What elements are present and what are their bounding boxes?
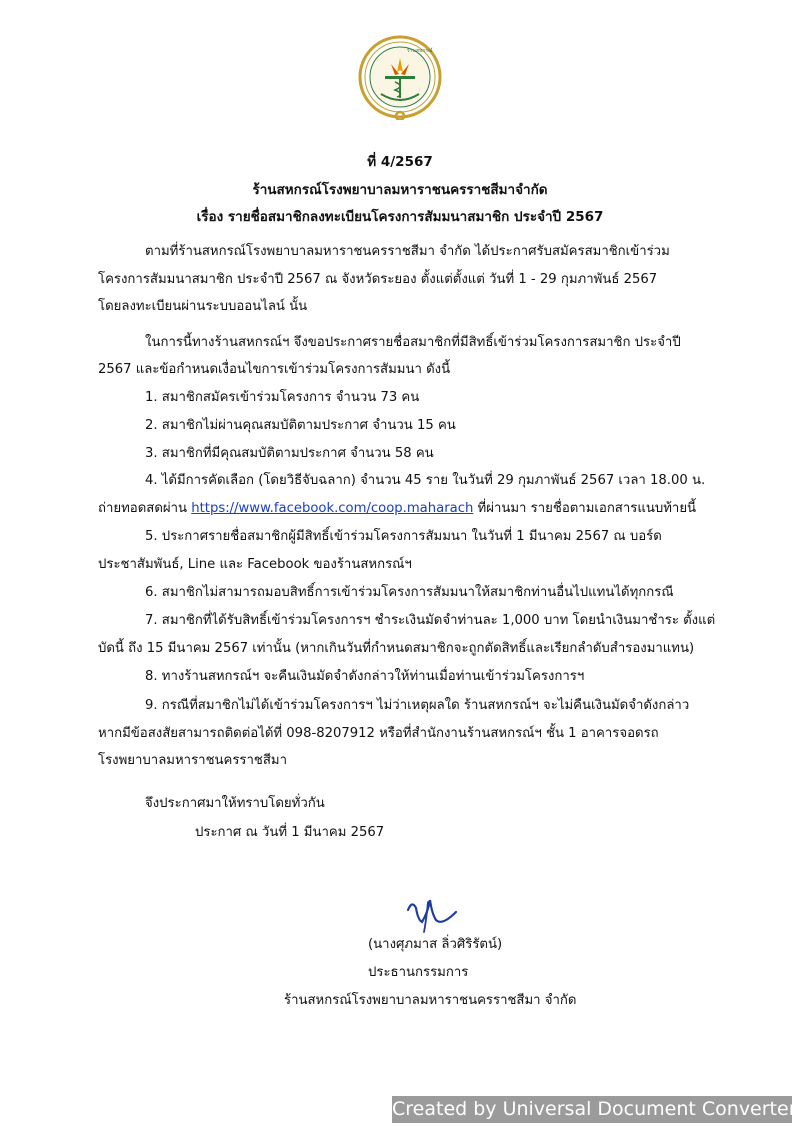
livestream-label: ถ่ายทอดสดผ่าน [98, 501, 192, 516]
list-item-5-line-2: ประชาสัมพันธ์, Line และ Facebook ของร้านสหกรณ์ฯ [98, 557, 412, 572]
list-item-8: 8. ทางร้านสหกรณ์ฯ จะคืนเงินมัดจำดังกล่าวให้ท่านเมื่อท่านเข้าร่วมโครงการฯ [145, 669, 585, 684]
closing-statement: จึงประกาศมาให้ทราบโดยทั่วกัน [145, 796, 325, 811]
list-item-1: 1. สมาชิกสมัครเข้าร่วมโครงการ จำนวน 73 คน [145, 390, 420, 405]
facebook-link[interactable]: https://www.facebook.com/coop.maharach [191, 501, 474, 516]
list-item-3: 3. สมาชิกที่มีคุณสมบัติตามประกาศ จำนวน 58 คน [145, 446, 434, 461]
paragraph-1-line-2: โครงการสัมมนาสมาชิก ประจำปี 2567 ณ จังหวัดระยอง ตั้งแต่ตั้งแต่ วันที่ 1 - 29 กุมภาพันธ์ 2567 [98, 272, 658, 287]
list-item-5-line-1: 5. ประกาศรายชื่อสมาชิกผู้มีสิทธิ์เข้าร่วมโครงการสัมมนา ในวันที่ 1 มีนาคม 2567 ณ บอร์ด [145, 529, 662, 544]
list-item-2: 2. สมาชิกไม่ผ่านคุณสมบัติตามประกาศ จำนวน 15 คน [145, 418, 456, 433]
signatory-position: ประธานกรรมการ [368, 965, 469, 980]
paragraph-1-line-3: โดยลงทะเบียนผ่านระบบออนไลน์ นั้น [98, 299, 308, 314]
list-item-9-line-3: โรงพยาบาลมหาราชนครราชสีมา [98, 753, 288, 768]
attachment-note: ที่ผ่านมา รายชื่อตามเอกสารแนบท้ายนี้ [473, 501, 697, 516]
list-item-9-line-1: 9. กรณีที่สมาชิกไม่ได้เข้าร่วมโครงการฯ ไม่ว่าเหตุผลใด ร้านสหกรณ์ฯ จะไม่คืนเงินมัดจำดังกล่าว [145, 698, 690, 713]
converter-watermark: Created by Universal Document Converter [392, 1096, 792, 1123]
handwritten-signature-icon [402, 892, 460, 934]
logo-text: ร้านสหกรณ์ [407, 48, 433, 54]
coop-seal-icon [357, 34, 443, 120]
list-item-4-line-1: 4. ได้มีการคัดเลือก (โดยวิธีจับฉลาก) จำนวน 45 ราย ในวันที่ 29 กุมภาพันธ์ 2567 เวลา 18.00 น. [145, 473, 706, 488]
signatory-organization: ร้านสหกรณ์โรงพยาบาลมหาราชนครราชสีมา จำกัด [284, 993, 577, 1008]
announcement-date: ประกาศ ณ วันที่ 1 มีนาคม 2567 [195, 825, 385, 840]
list-item-7-line-2: บัดนี้ ถึง 15 มีนาคม 2567 เท่านั้น (หากเกินวันที่กำหนดสมาชิกจะถูกตัดสิทธิ์และเรียกลำดับสำรองมาแทน) [98, 641, 695, 656]
list-item-7-line-1: 7. สมาชิกที่ได้รับสิทธิ์เข้าร่วมโครงการฯ ชำระเงินมัดจำท่านละ 1,000 บาท โดยนำเงินมาชำระ ตั้งแต่ [145, 613, 716, 628]
organization-title: ร้านสหกรณ์โรงพยาบาลมหาราชนครราชสีมาจำกัด [252, 182, 548, 198]
list-item-4-line-2 [98, 501, 696, 517]
document-number: ที่ 4/2567 [367, 154, 433, 170]
signatory-name: (นางศุภมาส ลิ่วศิริรัตน์) [368, 937, 503, 952]
list-item-9-line-2: หากมีข้อสงสัยสามารถติดต่อได้ที่ 098-8207912 หรือที่สำนักงานร้านสหกรณ์ฯ ชั้น 1 อาคารจอดรถ [98, 726, 659, 741]
paragraph-2-line-2: 2567 และข้อกำหนดเงื่อนไขการเข้าร่วมโครงการสัมมนา ดังนี้ [98, 362, 451, 377]
subject-line: เรื่อง รายชื่อสมาชิกลงทะเบียนโครงการสัมมนาสมาชิก ประจำปี 2567 [196, 209, 604, 225]
paragraph-2-line-1: ในการนี้ทางร้านสหกรณ์ฯ จึงขอประกาศรายชื่อสมาชิกที่มีสิทธิ์เข้าร่วมโครงการสมาชิก ประจำปี [145, 335, 681, 350]
list-item-6: 6. สมาชิกไม่สามารถมอบสิทธิ์การเข้าร่วมโครงการสัมมนาให้สมาชิกท่านอื่นไปแทนได้ทุกกรณี [145, 585, 674, 600]
paragraph-1-line-1: ตามที่ร้านสหกรณ์โรงพยาบาลมหาราชนครราชสีมา จำกัด ได้ประกาศรับสมัครสมาชิกเข้าร่วม [145, 244, 670, 259]
